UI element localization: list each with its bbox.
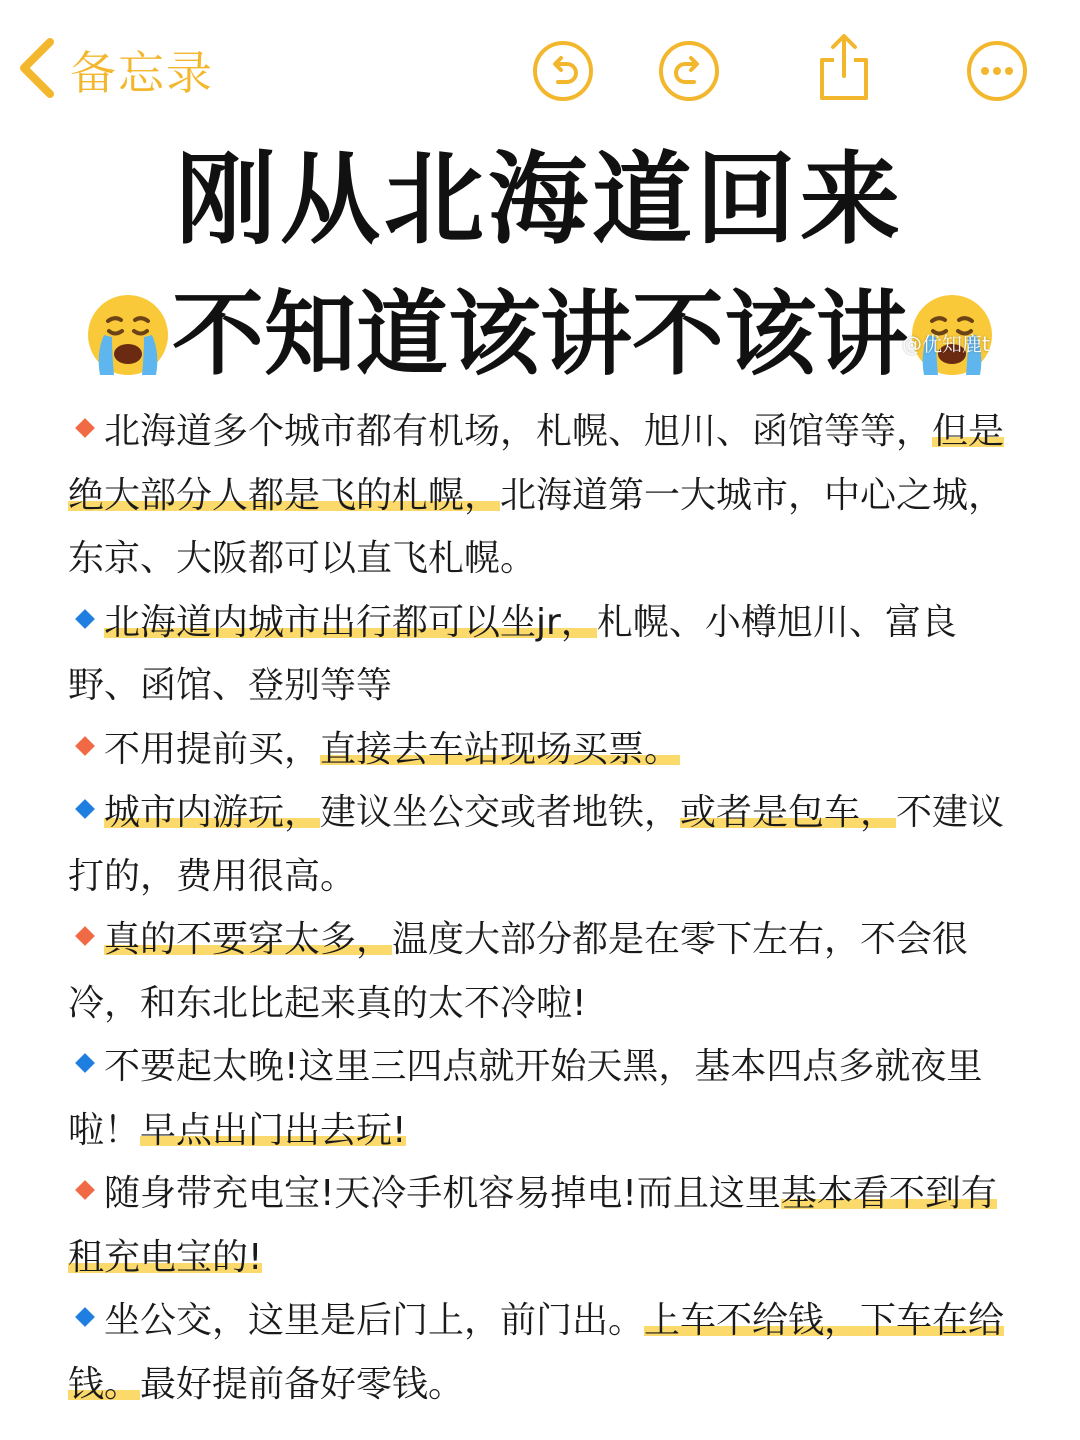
more-icon [966, 40, 1028, 102]
bullet-item [68, 1289, 1018, 1416]
bullet-item [68, 1162, 1018, 1289]
highlighted-text: 或者是包车， [680, 792, 897, 833]
share-button[interactable] [814, 32, 874, 104]
body-text: 不用提前买， [104, 728, 321, 770]
redo-button[interactable] [658, 40, 720, 102]
highlighted-text: 但是绝大部分人都是飞的札幌， [68, 411, 1005, 516]
highlighted-text: 上车不给钱，下车在给钱。 [68, 1300, 1005, 1405]
top-toolbar [0, 0, 1080, 130]
share-icon [814, 32, 874, 104]
highlighted-text: 基本看不到有租充电宝的! [68, 1173, 997, 1278]
highlighted-text: 直接去车站现场买票。 [320, 728, 681, 770]
redo-icon [658, 40, 720, 102]
undo-icon [532, 40, 594, 102]
undo-button[interactable] [532, 40, 594, 102]
highlighted-text: 早点出门出去玩! [140, 1109, 407, 1151]
body-text: 随身带充电宝!天冷手机容易掉电!而且这里 [104, 1173, 781, 1214]
bullet-item [68, 400, 1018, 591]
note-title-line1: 刚从北海道回来 [176, 141, 904, 258]
more-button[interactable] [966, 40, 1028, 102]
note-title-line2: 不知道该讲不该讲 [171, 281, 908, 388]
body-text: 不要起太晚!这里三四点就开始天黑，基本四点多就夜里啦！ [68, 1046, 983, 1151]
back-label: 备忘录 [70, 46, 214, 100]
body-text: 坐公交，这里是后门上，前门出。 [104, 1300, 645, 1341]
body-text: 北海道第一大城市，中心之城，东京、大阪都可以直飞札幌。 [68, 474, 1005, 579]
back-button[interactable] [14, 30, 214, 110]
body-text: 建议坐公交或者地铁， [320, 792, 681, 833]
bullet-item [68, 781, 1018, 908]
bullet-item [68, 908, 1018, 1035]
highlighted-text: 北海道内城市出行都可以坐jr， [104, 601, 597, 643]
body-text: 不建议打的，费用很高。 [68, 792, 1005, 897]
highlighted-text: 真的不要穿太多， [104, 919, 393, 960]
highlighted-text: 城市内游玩， [104, 792, 321, 833]
note-body[interactable] [68, 400, 1018, 1416]
chevron-left-icon [14, 36, 60, 104]
bullet-item [68, 1035, 1018, 1162]
body-text: 札幌、小樽旭川、富良野、函馆、登别等等 [68, 601, 957, 706]
crying-face-icon [84, 291, 172, 379]
bullet-item [68, 718, 1018, 782]
body-text: 北海道多个城市都有机场，札幌、旭川、函馆等等， [104, 411, 933, 452]
bullet-item [68, 591, 1018, 718]
body-text: 最好提前备好零钱。 [140, 1363, 465, 1405]
body-text: 温度大部分都是在零下左右，不会很冷，和东北比起来真的太不冷啦! [68, 919, 969, 1024]
watermark: @优知鹿t [902, 332, 990, 356]
